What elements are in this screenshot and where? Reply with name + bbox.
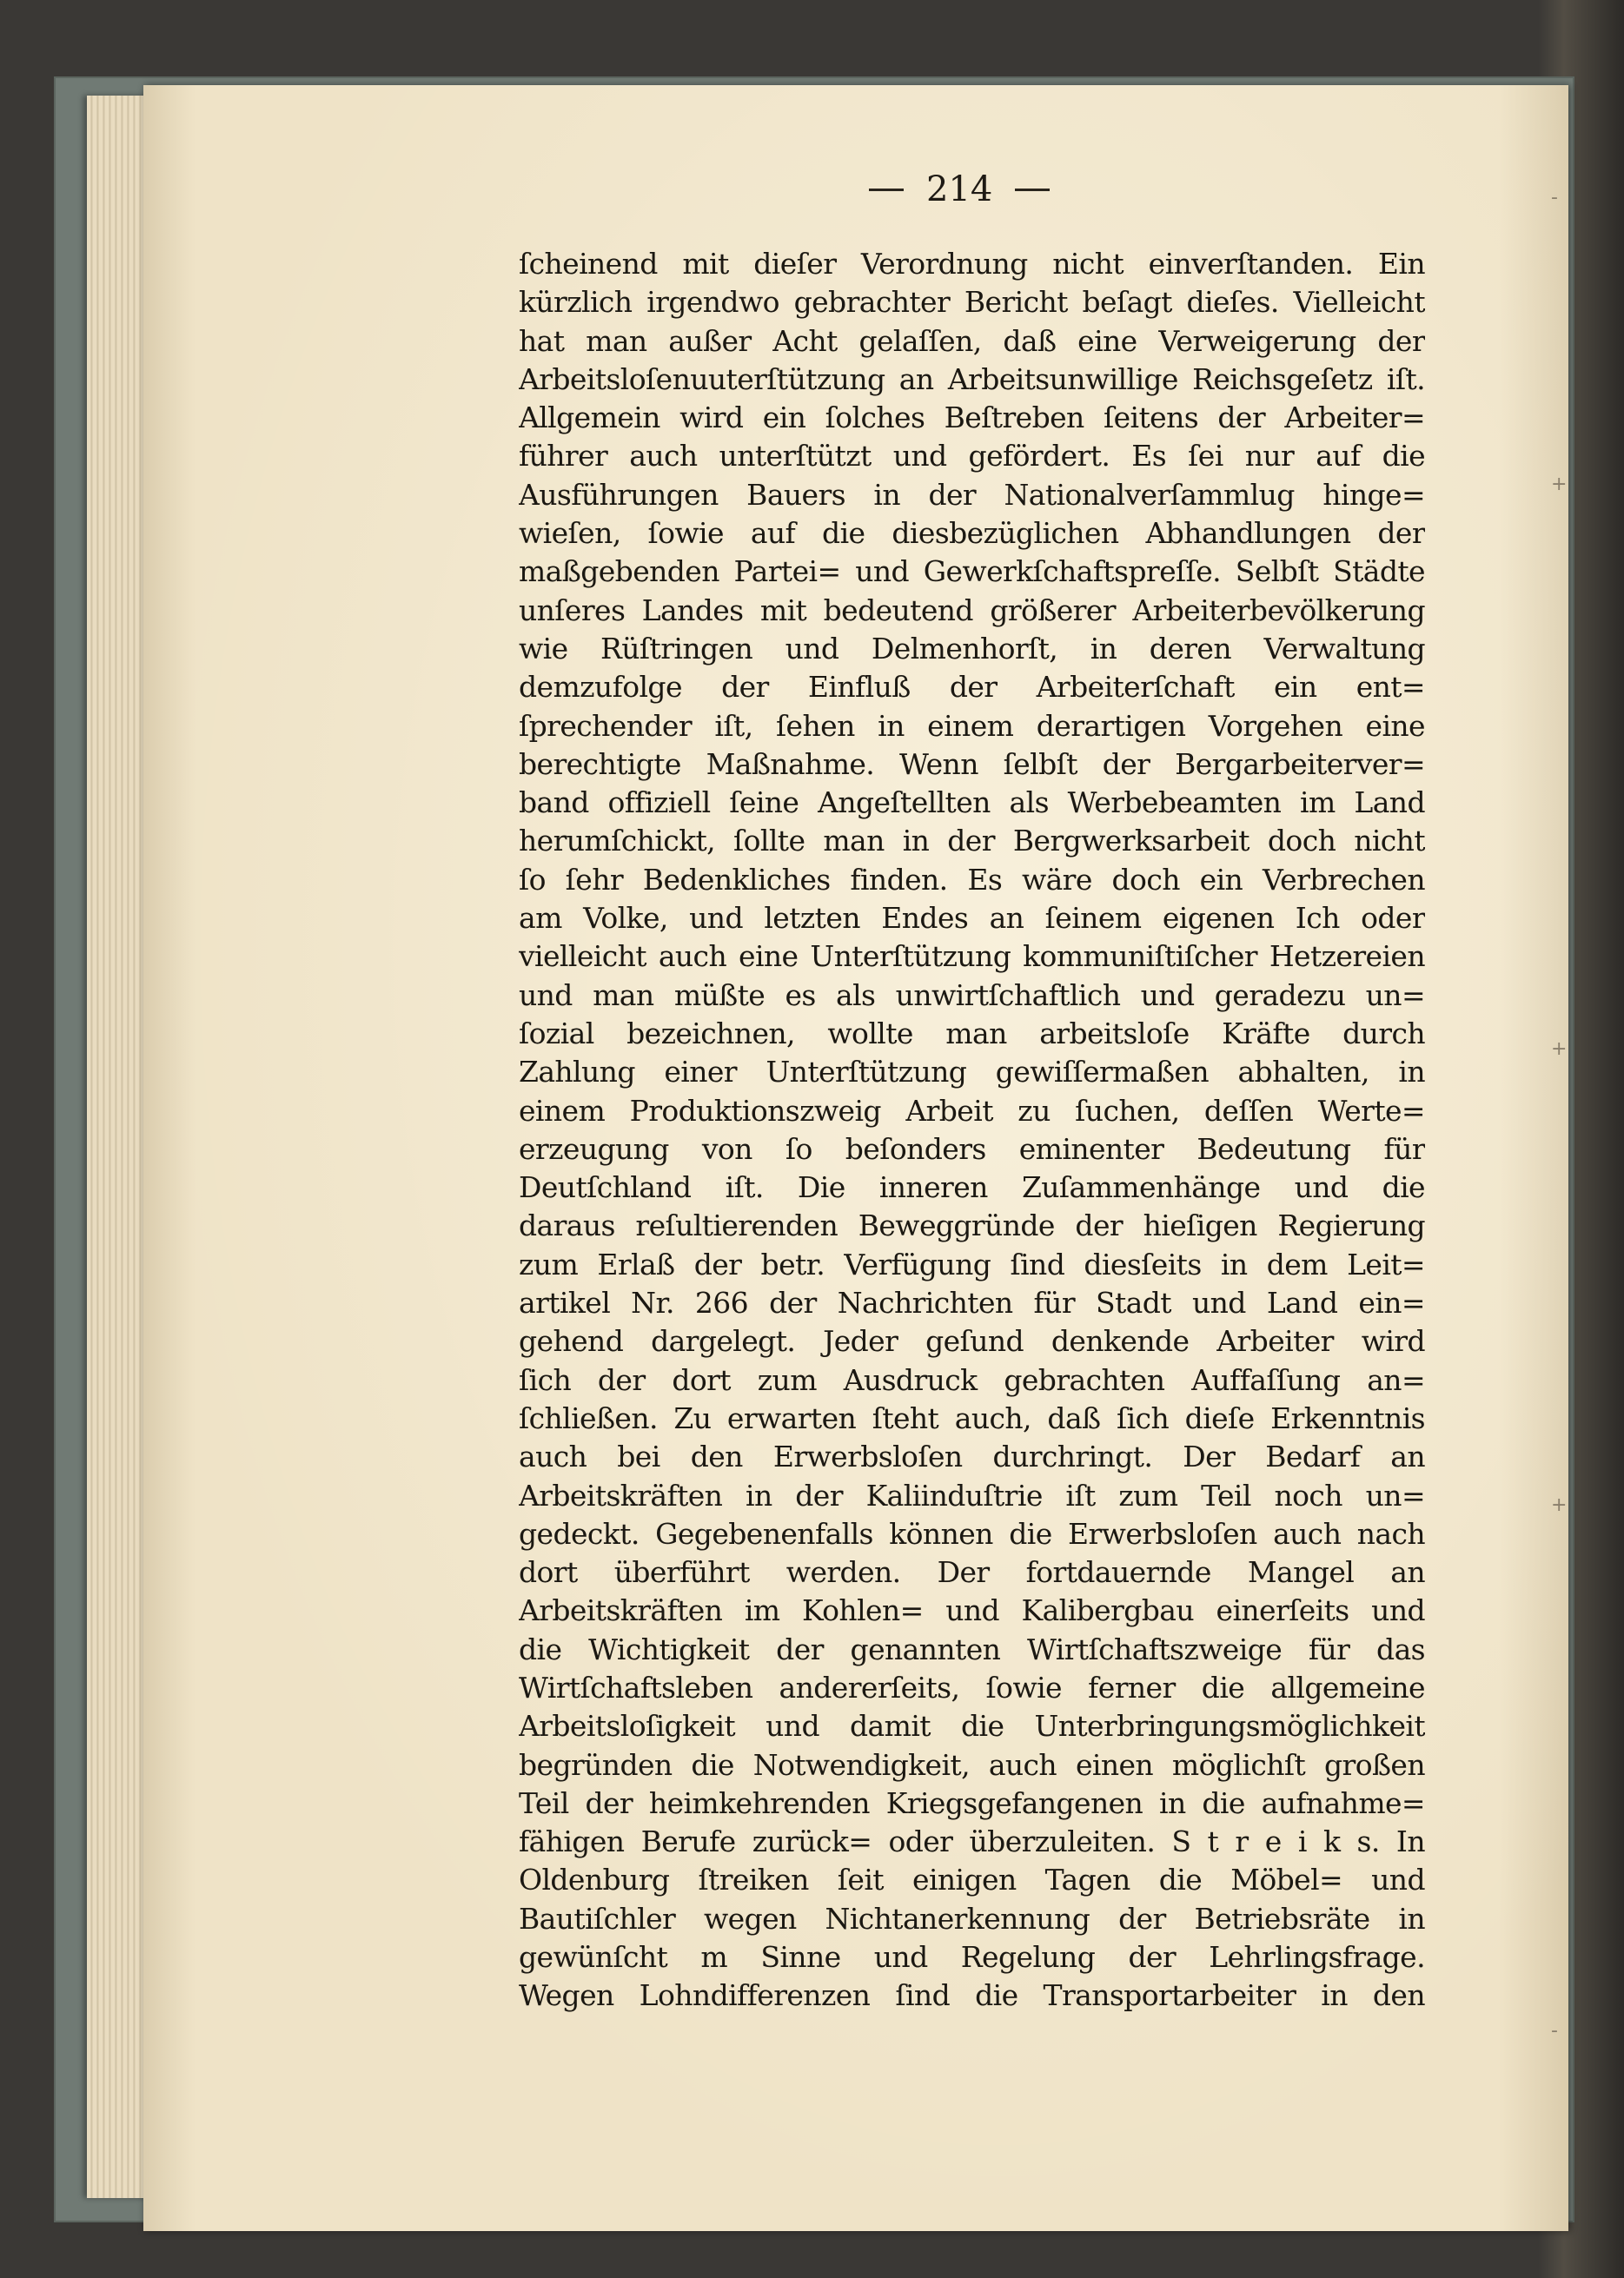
text-line: wie Rüſtringen und Delmenhorſt, in deren Verwaltung — [519, 631, 1425, 666]
text-line: maßgebenden Partei= und Gewerkſchaftspreſſe. Selbſt Städte — [519, 554, 1425, 589]
margin-mark: + — [1551, 473, 1568, 495]
text-line: wieſen, ſowie auf die diesbezüglichen Abhandlungen der — [519, 516, 1425, 551]
text-line: demzufolge der Einfluß der Arbeiterſchaft ein ent= — [519, 670, 1425, 705]
text-line: die Wichtigkeit der genannten Wirtſchaftszweige für das — [519, 1632, 1425, 1666]
text-line: einem Produktionszweig Arbeit zu ſuchen, deſſen Werte= — [519, 1093, 1425, 1128]
margin-mark: - — [1551, 187, 1558, 209]
text-line: ſozial bezeichnen, wollte man arbeitsloſe Kräfte durch — [519, 1016, 1425, 1050]
text-line: Bautiſchler wegen Nichtanerkennung der Betriebsräte in — [519, 1901, 1425, 1936]
header-dash-left — [869, 189, 904, 191]
text-line: Arbeitskräften in der Kaliinduſtrie iſt zum Teil noch un= — [519, 1478, 1425, 1513]
page-header — [869, 169, 1050, 209]
margin-mark: + — [1551, 1038, 1568, 1060]
text-line: artikel Nr. 266 der Nachrichten für Stadt und Land ein= — [519, 1286, 1425, 1321]
text-line: herumſchickt, ſollte man in der Bergwerksarbeit doch nicht — [519, 824, 1425, 858]
text-line: Oldenburg ſtreiken ſeit einigen Tagen die Möbel= und — [519, 1863, 1425, 1897]
text-line: unſeres Landes mit bedeutend größerer Arbeiterbevölkerung — [519, 593, 1425, 627]
text-line: Zahlung einer Unterſtützung gewiſſermaßen abhalten, in — [519, 1055, 1425, 1089]
text-line: auch bei den Erwerbsloſen durchringt. Der Bedarf an — [519, 1440, 1425, 1474]
text-line: Arbeitsloſenuuterſtützung an Arbeitsunwillige Reichsgeſetz iſt. — [519, 361, 1425, 396]
text-line: gewünſcht m Sinne und Regelung der Lehrlingsfrage. — [519, 1940, 1425, 1975]
text-line: Allgemein wird ein ſolches Beſtreben ſeitens der Arbeiter= — [519, 401, 1425, 435]
text-line: dort überführt werden. Der fortdauernde Mangel an — [519, 1555, 1425, 1590]
text-line: fähigen Berufe zurück= oder überzuleiten. S t r e i k s. In — [519, 1824, 1425, 1859]
text-line: kürzlich irgendwo gebrachter Bericht beſagt dieſes. Vielleicht — [519, 285, 1425, 320]
text-line: vielleicht auch eine Unterſtützung kommuniſtiſcher Hetzereien — [519, 939, 1425, 974]
text-line: Wirtſchaftsleben andererſeits, ſowie ferner die allgemeine — [519, 1670, 1425, 1705]
text-line: ſchließen. Zu erwarten ſteht auch, daß ſich dieſe Erkenntnis — [519, 1401, 1425, 1435]
text-line: daraus reſultierenden Beweggründe der hieſigen Regierung — [519, 1209, 1425, 1243]
text-line: hat man außer Acht gelaſſen, daß eine Verweigerung der — [519, 323, 1425, 358]
text-line: ſcheinend mit dieſer Verordnung nicht einverſtanden. Ein — [519, 247, 1425, 281]
header-dash-right — [1015, 189, 1050, 191]
page-number: 214 — [926, 169, 993, 209]
text-line: erzeugung von ſo beſonders eminenter Bedeutung für — [519, 1131, 1425, 1166]
text-line: ſo ſehr Bedenkliches finden. Es wäre doch ein Verbrechen — [519, 862, 1425, 897]
text-line: ſprechender iſt, ſehen in einem derartigen Vorgehen eine — [519, 708, 1425, 743]
text-line: Deutſchland iſt. Die inneren Zuſammenhänge und die — [519, 1170, 1425, 1205]
text-line: ſich der dort zum Ausdruck gebrachten Auffaſſung an= — [519, 1362, 1425, 1397]
text-line: gehend dargelegt. Jeder geſund denkende Arbeiter wird — [519, 1324, 1425, 1359]
text-line: Wegen Lohndifferenzen ſind die Transportarbeiter in den — [519, 1978, 1425, 2013]
margin-mark: - — [1551, 2020, 1558, 2042]
text-line: Teil der heimkehrenden Kriegsgefangenen in die aufnahme= — [519, 1785, 1425, 1820]
text-line: gedeckt. Gegebenenfalls können die Erwerbsloſen auch nach — [519, 1516, 1425, 1551]
text-line: Arbeitskräften im Kohlen= und Kalibergbau einerſeits und — [519, 1593, 1425, 1628]
text-line: zum Erlaß der betr. Verfügung ſind diesſeits in dem Leit= — [519, 1247, 1425, 1281]
text-line: begründen die Notwendigkeit, auch einen möglichſt großen — [519, 1747, 1425, 1782]
text-line: berechtigte Maßnahme. Wenn ſelbſt der Bergarbeiterver= — [519, 746, 1425, 781]
text-line: Arbeitsloſigkeit und damit die Unterbringungsmöglichkeit — [519, 1709, 1425, 1744]
margin-mark: + — [1551, 1494, 1568, 1516]
text-line: führer auch unterſtützt und gefördert. Es ſei nur auf die — [519, 439, 1425, 473]
text-line: und man müßte es als unwirtſchaftlich und geradezu un= — [519, 977, 1425, 1012]
text-line: band offiziell ſeine Angeſtellten als Werbebeamten im Land — [519, 785, 1425, 820]
text-line: Ausführungen Bauers in der Nationalverſammlug hinge= — [519, 477, 1425, 512]
body-text — [519, 245, 1425, 2016]
text-line: am Volke, und letzten Endes an ſeinem eigenen Ich oder — [519, 901, 1425, 936]
